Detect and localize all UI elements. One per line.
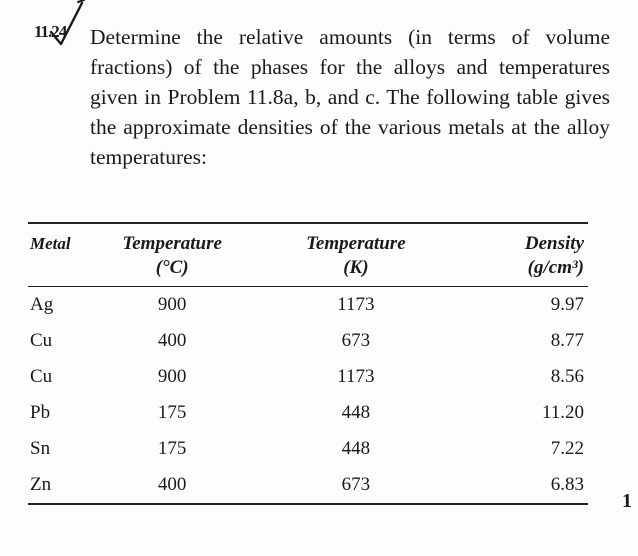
cell-temp-k: 1173 [337, 294, 375, 315]
problem-text: Determine the relative amounts (in terms of volume fractions) of the phases for the alloys and temperatures given in Problem 11.8a, b, and c. The following table gives the approximate densities of the various metals at the alloy temperatures: [90, 25, 610, 169]
cell-temp-c: 900 [157, 366, 187, 387]
density-table [28, 222, 588, 505]
cell-temp-c: 175 [157, 402, 187, 423]
check-mark-icon [48, 0, 88, 48]
cell-temp-k: 673 [341, 330, 371, 351]
cell-density: 7.22 [550, 438, 584, 459]
table-header-row [28, 223, 588, 287]
cell-temp-k: 448 [341, 438, 371, 459]
cell-temp-k: 673 [247, 467, 465, 504]
cell-temp-k: 1173 [337, 366, 375, 387]
header-density: Density (g/cm³) [524, 233, 584, 278]
cell-density: 8.56 [550, 366, 584, 387]
table-row [28, 395, 588, 431]
cell-metal: Zn [28, 467, 98, 504]
cell-density: 9.97 [550, 294, 584, 315]
cell-density: 8.77 [550, 330, 584, 351]
table-row [28, 287, 588, 324]
cell-temp-c: 175 [157, 438, 187, 459]
cell-metal: Cu [30, 330, 53, 351]
header-metal: Metal [30, 234, 71, 253]
cell-temp-c: 900 [157, 294, 187, 315]
cell-temp-c: 400 [98, 467, 247, 504]
cell-temp-c: 400 [157, 330, 187, 351]
cell-density: 11.20 [541, 402, 584, 423]
cell-metal: Sn [30, 438, 51, 459]
problem-number: 11.24 [34, 22, 67, 41]
table-row [28, 431, 588, 467]
header-temperature-k: Temperature (K) [306, 233, 406, 278]
header-temperature-c: Temperature (°C) [122, 233, 222, 278]
cell-temp-k: 448 [341, 402, 371, 423]
cell-metal: Ag [30, 294, 54, 315]
table-row [28, 323, 588, 359]
margin-mark: 1 [622, 490, 632, 512]
cell-metal: Cu [30, 366, 53, 387]
table-row [28, 467, 588, 504]
table-row [28, 359, 588, 395]
cell-metal: Pb [30, 402, 51, 423]
cell-density: 6.83 [465, 467, 588, 504]
